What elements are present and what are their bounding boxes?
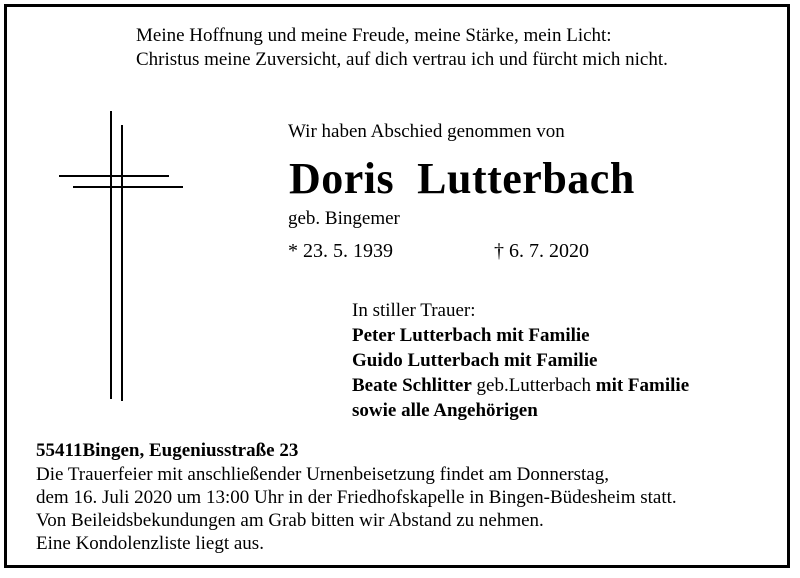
cross-vertical-left bbox=[110, 111, 112, 399]
cross-vertical-right bbox=[121, 125, 123, 401]
intro-text: Wir haben Abschied genommen von bbox=[288, 121, 565, 142]
mourner-line-3 bbox=[352, 373, 689, 398]
address: 55411Bingen, Eugeniusstraße 23 bbox=[36, 440, 299, 461]
mourners-heading: In stiller Trauer: bbox=[352, 300, 476, 321]
info-line-4: Eine Kondolenzliste liegt aus. bbox=[36, 533, 264, 554]
mourner-line-3-name: Beate Schlitter bbox=[352, 375, 472, 396]
deceased-name: Doris Lutterbach bbox=[289, 154, 635, 203]
verse-line-2: Christus meine Zuversicht, auf dich vertrau ich und fürcht mich nicht. bbox=[136, 49, 668, 70]
cross-icon bbox=[59, 111, 184, 401]
mourner-line-3-geb: geb.Lutterbach bbox=[471, 375, 596, 396]
info-line-2: dem 16. Juli 2020 um 13:00 Uhr in der Friedhofskapelle in Bingen-Büdesheim statt. bbox=[36, 487, 677, 508]
verse-line-1: Meine Hoffnung und meine Freude, meine Stärke, mein Licht: bbox=[136, 25, 612, 46]
info-line-3: Von Beileidsbekundungen am Grab bitten wir Abstand zu nehmen. bbox=[36, 510, 544, 531]
obituary-notice bbox=[4, 4, 790, 568]
mourner-line-3-suffix: mit Familie bbox=[595, 375, 690, 396]
mourner-line-2: Guido Lutterbach mit Familie bbox=[352, 350, 598, 371]
cross-horizontal-bottom bbox=[73, 186, 183, 188]
birth-date: * 23. 5. 1939 bbox=[288, 240, 393, 262]
info-line-1: Die Trauerfeier mit anschließender Urnenbeisetzung findet am Donnerstag, bbox=[36, 464, 609, 485]
mourner-line-1: Peter Lutterbach mit Familie bbox=[352, 325, 590, 346]
maiden-name: geb. Bingemer bbox=[288, 208, 400, 229]
cross-horizontal-top bbox=[59, 175, 169, 177]
mourner-line-4: sowie alle Angehörigen bbox=[352, 400, 538, 421]
death-date: † 6. 7. 2020 bbox=[494, 240, 589, 262]
